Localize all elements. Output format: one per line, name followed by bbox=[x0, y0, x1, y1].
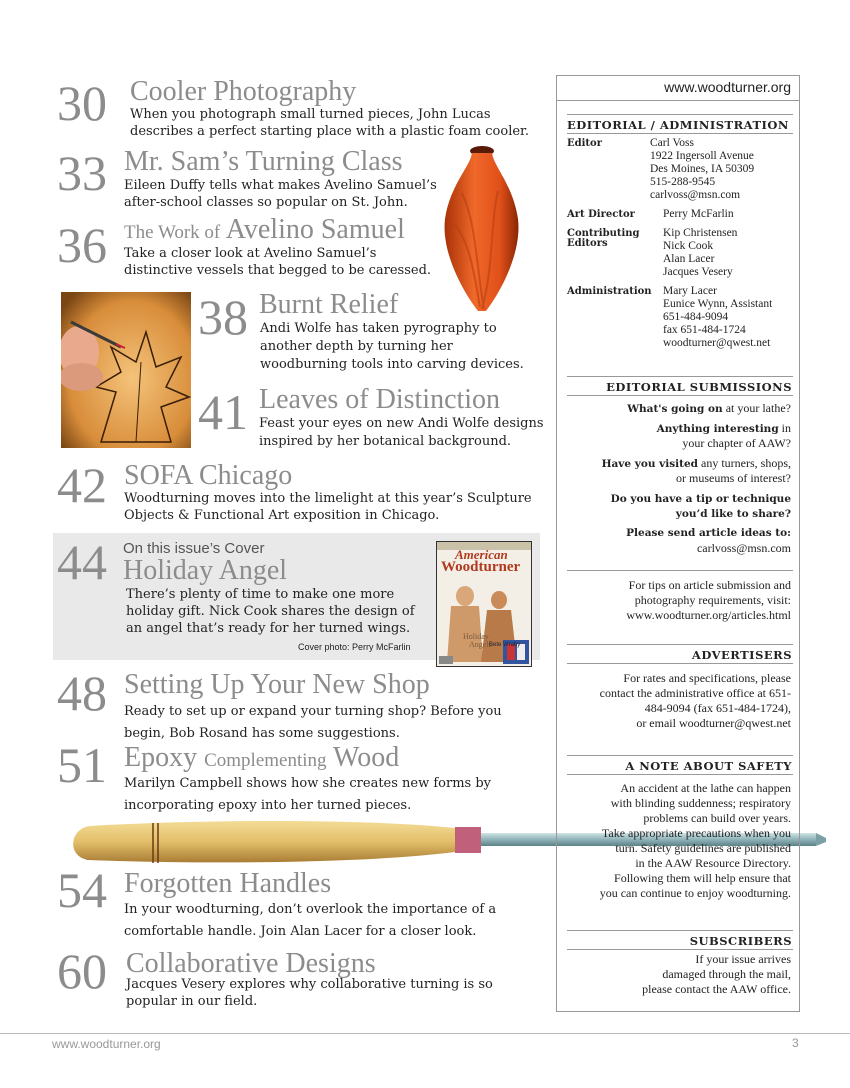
admin-email[interactable]: woodturner@qwest.net bbox=[663, 337, 771, 349]
divider bbox=[567, 930, 793, 931]
divider bbox=[567, 133, 793, 134]
editor-email[interactable]: carlvoss@msn.com bbox=[650, 189, 741, 201]
article-desc: another depth by turning her bbox=[260, 339, 453, 354]
submission-question: or museums of interest? bbox=[676, 471, 791, 485]
section-heading: SUBSCRIBERS bbox=[689, 934, 792, 948]
article-desc: holiday gift. Nick Cook shares the design of bbox=[126, 604, 415, 619]
submission-question bbox=[627, 401, 791, 417]
article-desc: When you photograph small turned pieces, John Lucas bbox=[130, 107, 491, 122]
article-desc: inspired by her botanical background. bbox=[259, 434, 512, 449]
page-number: 42 bbox=[57, 457, 107, 513]
admin-phone: 651-484-9094 bbox=[663, 311, 729, 323]
article-desc: begin, Bob Rosand has some suggestions. bbox=[124, 726, 400, 741]
article-title[interactable]: Cooler Photography bbox=[130, 76, 357, 107]
contributor: Alan Lacer bbox=[663, 253, 715, 265]
article-desc: Feast your eyes on new Andi Wolfe designs bbox=[259, 416, 544, 431]
page-number: 38 bbox=[198, 289, 248, 345]
q-text: in bbox=[781, 421, 791, 435]
article-title[interactable]: Setting Up Your New Shop bbox=[124, 669, 430, 700]
q-bold: Do you have a tip or technique bbox=[610, 493, 791, 505]
article-desc: Ready to set up or expand your turning shop? Before you bbox=[124, 704, 502, 719]
submission-question: your chapter of AAW? bbox=[682, 436, 791, 450]
q-bold: What's going on bbox=[627, 403, 723, 415]
subscribers-text: If your issue arrives bbox=[695, 952, 791, 966]
safety-text: Take appropriate precautions when you bbox=[601, 826, 791, 840]
cover-caption-2: Angels bbox=[469, 640, 492, 649]
article-desc: comfortable handle. Join Alan Lacer for a closer look. bbox=[124, 924, 477, 939]
title-part-c: Wood bbox=[333, 742, 400, 773]
advertisers-text: or email woodturner@qwest.net bbox=[636, 716, 791, 730]
safety-text: turn. Safety guidelines are published bbox=[615, 841, 791, 855]
section-heading: EDITORIAL SUBMISSIONS bbox=[606, 380, 792, 394]
divider bbox=[567, 376, 793, 377]
divider bbox=[567, 755, 793, 756]
article-title[interactable] bbox=[124, 215, 405, 248]
page-number: 30 bbox=[57, 75, 107, 131]
admin-name: Mary Lacer bbox=[663, 285, 717, 297]
safety-text: in the AAW Resource Directory. bbox=[635, 856, 791, 870]
q-text: any turners, shops, bbox=[701, 456, 791, 470]
article-desc: distinctive vessels that begged to be caressed. bbox=[124, 263, 432, 278]
footer-url[interactable]: www.woodturner.org bbox=[52, 1037, 161, 1051]
section-heading: EDITORIAL / ADMINISTRATION bbox=[567, 118, 789, 132]
cover-masthead-1: American bbox=[455, 547, 508, 562]
pyrography-photo bbox=[61, 292, 191, 448]
editor-name: Carl Voss bbox=[650, 137, 694, 149]
admin-fax: fax 651-484-1724 bbox=[663, 324, 746, 336]
q-bold: you’d like to share? bbox=[675, 508, 791, 520]
divider bbox=[567, 774, 793, 775]
contributor: Kip Christensen bbox=[663, 227, 738, 239]
tips-link[interactable]: www.woodturner.org/articles.html bbox=[626, 608, 791, 622]
cover-caption-1: Holiday bbox=[463, 632, 489, 641]
cover-kicker: On this issue’s Cover bbox=[123, 540, 265, 557]
page-number: 48 bbox=[57, 665, 107, 721]
page-number: 41 bbox=[198, 384, 248, 440]
article-desc: Objects & Functional Art exposition in Chicago. bbox=[124, 508, 440, 523]
editor-label: Editor bbox=[567, 138, 602, 149]
submission-question bbox=[626, 525, 791, 541]
advertisers-text: 484-9094 (fax 651-484-1724), bbox=[644, 701, 791, 715]
section-heading: A NOTE ABOUT SAFETY bbox=[625, 759, 792, 773]
article-desc: after-school classes so popular on St. John. bbox=[124, 195, 408, 210]
q-bold: Please send article ideas to: bbox=[626, 527, 791, 539]
title-main: Avelino Samuel bbox=[225, 214, 405, 245]
divider bbox=[567, 395, 793, 396]
article-desc: There’s plenty of time to make one more bbox=[126, 587, 395, 602]
article-title[interactable]: Mr. Sam’s Turning Class bbox=[124, 146, 403, 177]
advertisers-text: For rates and specifications, please bbox=[623, 671, 791, 685]
cover-angels-image bbox=[437, 574, 531, 666]
article-title[interactable]: Holiday Angel bbox=[123, 555, 288, 586]
contributing-label: Contributing bbox=[567, 228, 640, 239]
cover-thumbnail[interactable] bbox=[436, 541, 532, 667]
safety-text: An accident at the lathe can happen bbox=[620, 781, 791, 795]
safety-text: Following them will help ensure that bbox=[614, 871, 791, 885]
editor-phone: 515-288-9545 bbox=[650, 176, 716, 188]
page-number: 60 bbox=[57, 943, 107, 999]
advertisers-text: contact the administrative office at 651- bbox=[599, 686, 791, 700]
submission-question bbox=[602, 456, 791, 472]
article-title[interactable]: SOFA Chicago bbox=[124, 460, 293, 491]
title-part-a: Epoxy bbox=[124, 742, 198, 773]
article-desc: describes a perfect starting place with a plastic foam cooler. bbox=[130, 124, 529, 139]
cover-photo-credit: Cover photo: Perry McFarlin bbox=[298, 642, 411, 652]
editor-address: 1922 Ingersoll Avenue bbox=[650, 150, 754, 162]
article-desc: Marilyn Campbell shows how she creates new forms by bbox=[124, 776, 492, 791]
divider bbox=[567, 570, 793, 571]
article-desc: incorporating epoxy into her turned pieces. bbox=[124, 798, 412, 813]
divider bbox=[567, 949, 793, 950]
page-number: 54 bbox=[57, 862, 107, 918]
article-desc: Andi Wolfe has taken pyrography to bbox=[260, 321, 497, 336]
masthead-sidebar bbox=[556, 75, 800, 1012]
turned-vase-image bbox=[436, 143, 526, 315]
sidebar-url[interactable]: www.woodturner.org bbox=[664, 79, 791, 95]
cover-masthead-2: Woodturner bbox=[441, 559, 521, 575]
subscribers-text: please contact the AAW office. bbox=[642, 982, 791, 996]
article-desc: woodburning tools into carving devices. bbox=[260, 357, 524, 372]
page-number: 51 bbox=[57, 737, 107, 793]
title-part-b: Complementing bbox=[204, 750, 327, 771]
contributor: Jacques Vesery bbox=[663, 266, 733, 278]
article-desc: Take a closer look at Avelino Samuel’s bbox=[124, 246, 377, 261]
art-director-name: Perry McFarlin bbox=[663, 208, 734, 220]
editor-city: Des Moines, IA 50309 bbox=[650, 163, 755, 175]
subscribers-text: damaged through the mail, bbox=[662, 967, 791, 981]
tips-text: For tips on article submission and bbox=[628, 578, 791, 592]
title-prefix: The Work of bbox=[124, 222, 221, 243]
article-desc: In your woodturning, don’t overlook the importance of a bbox=[124, 902, 497, 917]
article-title[interactable]: Forgotten Handles bbox=[124, 868, 332, 899]
section-heading: ADVERTISERS bbox=[691, 648, 792, 662]
submission-question bbox=[657, 421, 791, 437]
footer-page-number: 3 bbox=[792, 1036, 799, 1050]
article-desc: Eileen Duffy tells what makes Avelino Samuel’s bbox=[124, 178, 437, 193]
divider bbox=[567, 644, 793, 645]
article-title[interactable]: Leaves of Distinction bbox=[259, 384, 501, 415]
footer-rule bbox=[0, 1033, 850, 1034]
submission-email[interactable]: carlvoss@msn.com bbox=[696, 541, 791, 555]
cover-tag: Bete Wraby bbox=[489, 642, 521, 648]
page-number: 44 bbox=[57, 534, 107, 590]
administration-label: Administration bbox=[567, 286, 652, 297]
article-desc: an angel that’s ready for her turned wings. bbox=[126, 621, 411, 636]
contributor: Nick Cook bbox=[663, 240, 714, 252]
safety-text: you can continue to enjoy woodturning. bbox=[599, 886, 791, 900]
divider bbox=[567, 114, 793, 115]
q-text: at your lathe? bbox=[725, 401, 791, 415]
submission-question bbox=[611, 491, 791, 507]
article-title[interactable]: Burnt Relief bbox=[259, 289, 399, 320]
submission-question bbox=[676, 506, 791, 522]
divider bbox=[567, 663, 793, 664]
tips-text: photography requirements, visit: bbox=[634, 593, 791, 607]
safety-text: problems can build over years. bbox=[643, 811, 791, 825]
article-desc: Jacques Vesery explores why collaborative turning is so bbox=[126, 977, 493, 992]
article-desc: popular in our field. bbox=[126, 994, 258, 1009]
q-bold: Have you visited bbox=[601, 458, 698, 470]
contributing-label-2: Editors bbox=[567, 238, 608, 249]
art-director-label: Art Director bbox=[567, 209, 635, 220]
article-title[interactable]: Collaborative Designs bbox=[126, 948, 376, 979]
q-bold: Anything interesting bbox=[656, 423, 779, 435]
safety-text: with blinding suddenness; respiratory bbox=[610, 796, 791, 810]
article-desc: Woodturning moves into the limelight at this year’s Sculpture bbox=[124, 491, 532, 506]
admin-assistant: Eunice Wynn, Assistant bbox=[663, 298, 773, 310]
page-number: 36 bbox=[57, 217, 107, 273]
page-number: 33 bbox=[57, 145, 107, 201]
